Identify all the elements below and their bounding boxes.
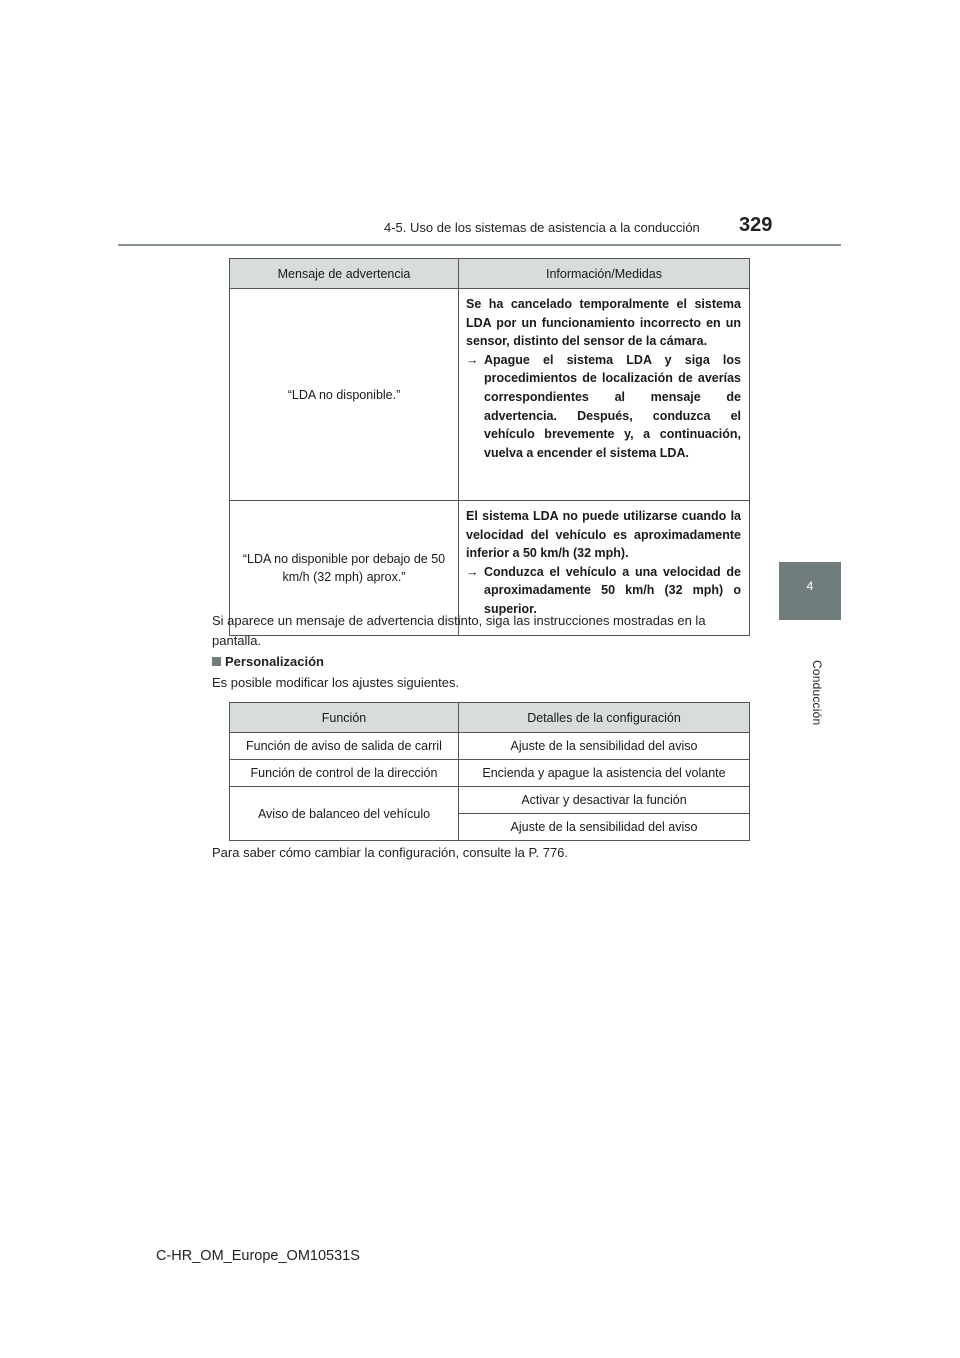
setting-detail: Encienda y apague la asistencia del volante — [459, 760, 750, 787]
arrow-icon: → — [466, 352, 479, 367]
page-number: 329 — [739, 214, 773, 236]
customization-intro: Es posible modificar los ajustes siguientes. — [212, 675, 460, 690]
table-row — [230, 733, 750, 760]
setting-detail: Ajuste de la sensibilidad del aviso — [459, 814, 750, 841]
chapter-tab[interactable] — [779, 562, 841, 620]
column-header-message: Mensaje de advertencia — [230, 259, 459, 289]
info-text: Se ha cancelado temporalmente el sistema LDA por un funcionamiento incorrecto en un sensor, distinto del sensor de la cámara. — [466, 297, 741, 349]
heading-text: Personalización — [225, 654, 324, 669]
warning-message-table — [229, 258, 750, 636]
function-name: Función de control de la dirección — [230, 760, 459, 787]
info-text: El sistema LDA no puede utilizarse cuando la velocidad del vehículo es aproximadamente inferior a 50 km/h (32 mph). — [466, 509, 741, 561]
table-row — [230, 760, 750, 787]
warning-message: “LDA no disponible.” — [230, 289, 459, 501]
customization-table — [229, 702, 750, 841]
table-header-row — [230, 703, 750, 733]
column-header-details: Detalles de la configuración — [459, 703, 750, 733]
chapter-label: Conducción — [810, 660, 824, 726]
customization-footer-note: Para saber cómo cambiar la configuración, consulte la P. 776. — [212, 845, 569, 860]
table-row — [230, 787, 750, 814]
table-row — [230, 289, 750, 501]
section-title: 4-5. Uso de los sistemas de asistencia a la conducción — [384, 220, 700, 235]
document-code: C-HR_OM_Europe_OM10531S — [156, 1248, 360, 1264]
column-header-function: Función — [230, 703, 459, 733]
setting-detail: Ajuste de la sensibilidad del aviso — [459, 733, 750, 760]
arrow-icon: → — [466, 564, 479, 579]
warning-message: “LDA no disponible por debajo de 50 km/h (32 mph) aprox.” — [230, 501, 459, 636]
function-name: Función de aviso de salida de carril — [230, 733, 459, 760]
customization-heading — [212, 652, 324, 672]
table-header-row — [230, 259, 750, 289]
chapter-number: 4 — [806, 579, 814, 593]
function-name: Aviso de balanceo del vehículo — [230, 787, 459, 841]
setting-detail: Activar y desactivar la función — [459, 787, 750, 814]
square-bullet-icon — [212, 657, 221, 666]
warning-info — [459, 289, 750, 501]
column-header-info: Información/Medidas — [459, 259, 750, 289]
note-text: Si aparece un mensaje de advertencia distinto, siga las instrucciones mostradas en la pantalla. — [212, 613, 706, 648]
header-divider — [118, 244, 841, 246]
action-text: Apague el sistema LDA y siga los procedimientos de localización de averías correspondientes al mensaje de advertencia. Después, conduzca el vehículo brevemente y, a continuación, vuelva a encender el sistema LDA. — [484, 352, 741, 460]
action-item — [466, 351, 741, 463]
action-text: Conduzca el vehículo a una velocidad de aproximadamente 50 km/h (32 mph) o superior. — [484, 564, 741, 616]
